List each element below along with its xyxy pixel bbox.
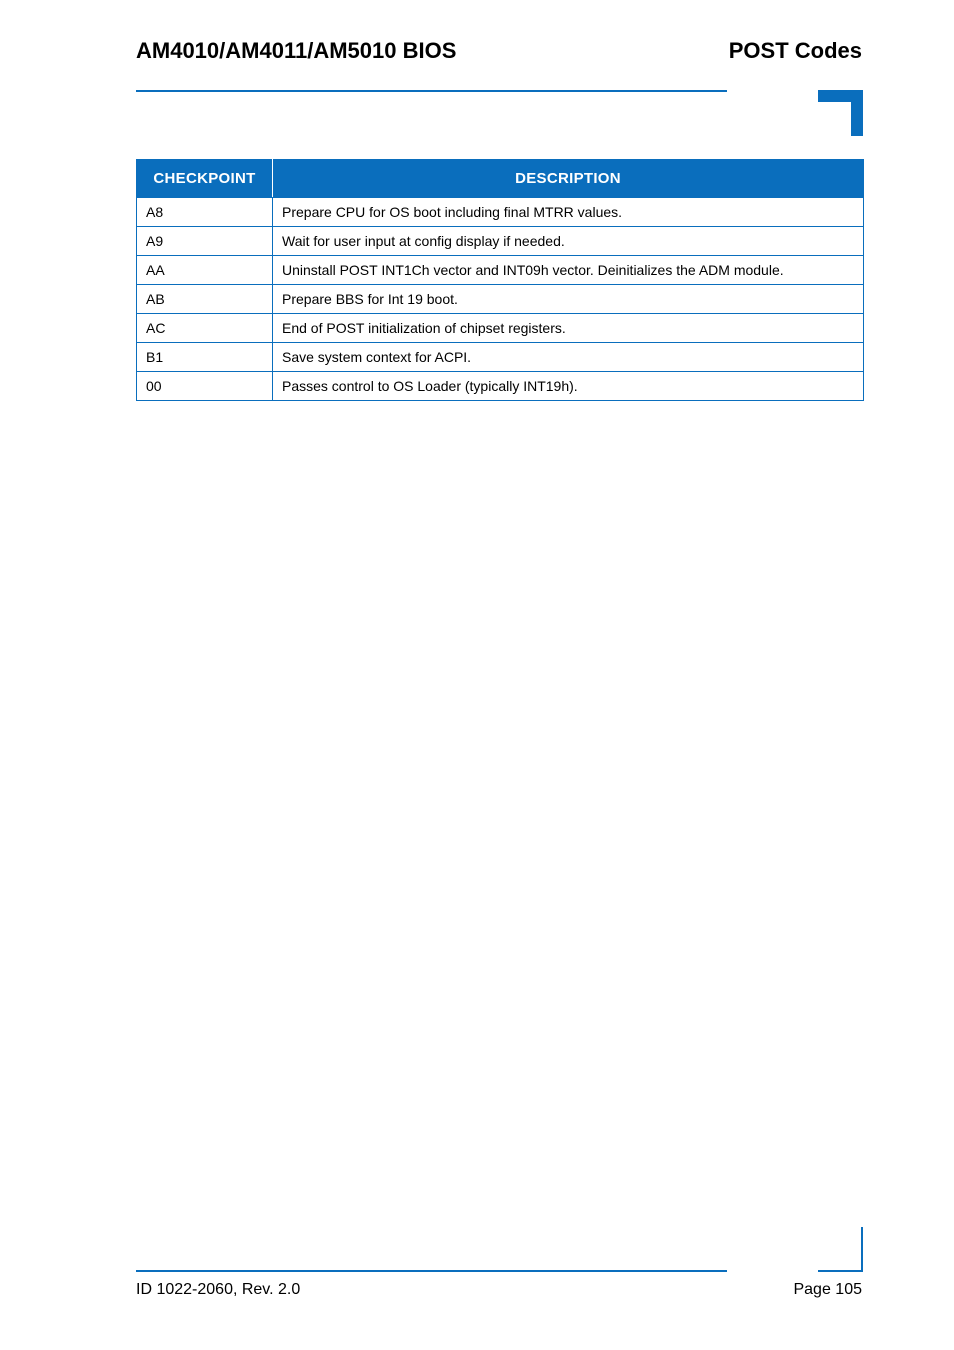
footer-divider <box>136 1270 727 1272</box>
table-row <box>137 198 864 227</box>
description-cell: Save system context for ACPI. <box>273 343 864 372</box>
corner-mark-bottom <box>818 1227 863 1272</box>
table-row <box>137 256 864 285</box>
table-header-row <box>137 160 864 198</box>
page-section-title: POST Codes <box>728 38 862 63</box>
description-cell: Prepare BBS for Int 19 boot. <box>273 285 864 314</box>
description-cell: Passes control to OS Loader (typically INT19h). <box>273 372 864 401</box>
post-codes-table <box>136 159 864 401</box>
table-row <box>137 343 864 372</box>
column-header-checkpoint: CHECKPOINT <box>137 160 273 198</box>
page-header-title: AM4010/AM4011/AM5010 BIOS <box>136 38 457 63</box>
checkpoint-cell: AA <box>137 256 273 285</box>
checkpoint-cell: AB <box>137 285 273 314</box>
description-cell: Wait for user input at config display if needed. <box>273 227 864 256</box>
checkpoint-cell: B1 <box>137 343 273 372</box>
document-id: ID 1022-2060, Rev. 2.0 <box>136 1281 301 1298</box>
header-divider <box>136 90 727 92</box>
description-cell: Uninstall POST INT1Ch vector and INT09h vector. Deinitializes the ADM module. <box>273 256 864 285</box>
page-number: Page 105 <box>793 1281 862 1298</box>
table-row <box>137 227 864 256</box>
checkpoint-cell: A8 <box>137 198 273 227</box>
table-row <box>137 314 864 343</box>
description-cell: End of POST initialization of chipset registers. <box>273 314 864 343</box>
description-cell: Prepare CPU for OS boot including final MTRR values. <box>273 198 864 227</box>
column-header-description: DESCRIPTION <box>273 160 864 198</box>
checkpoint-cell: 00 <box>137 372 273 401</box>
checkpoint-cell: AC <box>137 314 273 343</box>
table-row <box>137 372 864 401</box>
corner-mark-top <box>818 90 863 136</box>
table-row <box>137 285 864 314</box>
checkpoint-cell: A9 <box>137 227 273 256</box>
